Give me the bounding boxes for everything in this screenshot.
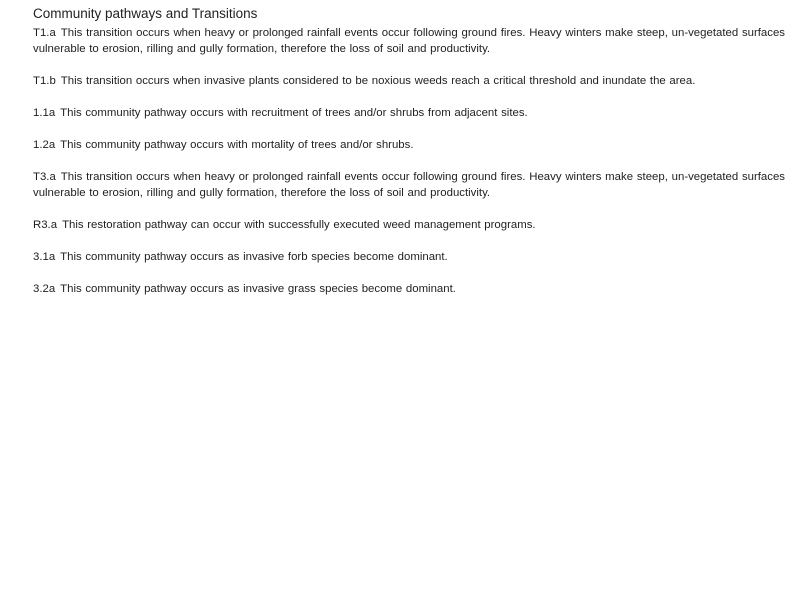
paragraph-code: 3.2a bbox=[33, 283, 56, 295]
paragraph-code: T1.b bbox=[33, 75, 56, 87]
paragraph-1-1a bbox=[33, 105, 785, 121]
paragraph-code: 1.1a bbox=[33, 107, 56, 119]
paragraph-t1a bbox=[33, 25, 785, 57]
paragraph-code: R3.a bbox=[33, 219, 58, 231]
paragraph-text: This transition occurs when invasive plants considered to be noxious weeds reach a critical threshold and inundate the area. bbox=[60, 75, 696, 87]
paragraph-3-2a bbox=[33, 281, 785, 297]
paragraph-code: T3.a bbox=[33, 171, 56, 183]
paragraph-text: This community pathway occurs as invasive forb species become dominant. bbox=[60, 251, 448, 263]
paragraph-1-2a bbox=[33, 137, 785, 153]
paragraph-text: This transition occurs when heavy or prolonged rainfall events occur following ground fires. Heavy winters make steep, un-vegetated surfaces vulnerable to erosion, rilling and gully formation, therefore the loss of soil and productivity. bbox=[33, 171, 785, 199]
paragraph-t1b bbox=[33, 73, 785, 89]
paragraph-3-1a bbox=[33, 249, 785, 265]
paragraph-text: This community pathway occurs as invasive grass species become dominant. bbox=[60, 283, 456, 295]
paragraph-code: 3.1a bbox=[33, 251, 56, 263]
paragraph-text: This restoration pathway can occur with successfully executed weed management programs. bbox=[62, 219, 536, 231]
paragraph-t3a bbox=[33, 169, 785, 201]
document-page bbox=[33, 6, 785, 313]
paragraph-code: T1.a bbox=[33, 27, 56, 39]
document-title: Community pathways and Transitions bbox=[33, 6, 258, 21]
paragraph-text: This transition occurs when heavy or prolonged rainfall events occur following ground fires. Heavy winters make steep, un-vegetated surfaces vulnerable to erosion, rilling and gully formation, therefore the loss of soil and productivity. bbox=[33, 27, 785, 55]
paragraph-text: This community pathway occurs with mortality of trees and/or shrubs. bbox=[60, 139, 414, 151]
paragraph-r3a bbox=[33, 217, 785, 233]
paragraph-text: This community pathway occurs with recruitment of trees and/or shrubs from adjacent sites. bbox=[60, 107, 528, 119]
paragraph-code: 1.2a bbox=[33, 139, 56, 151]
